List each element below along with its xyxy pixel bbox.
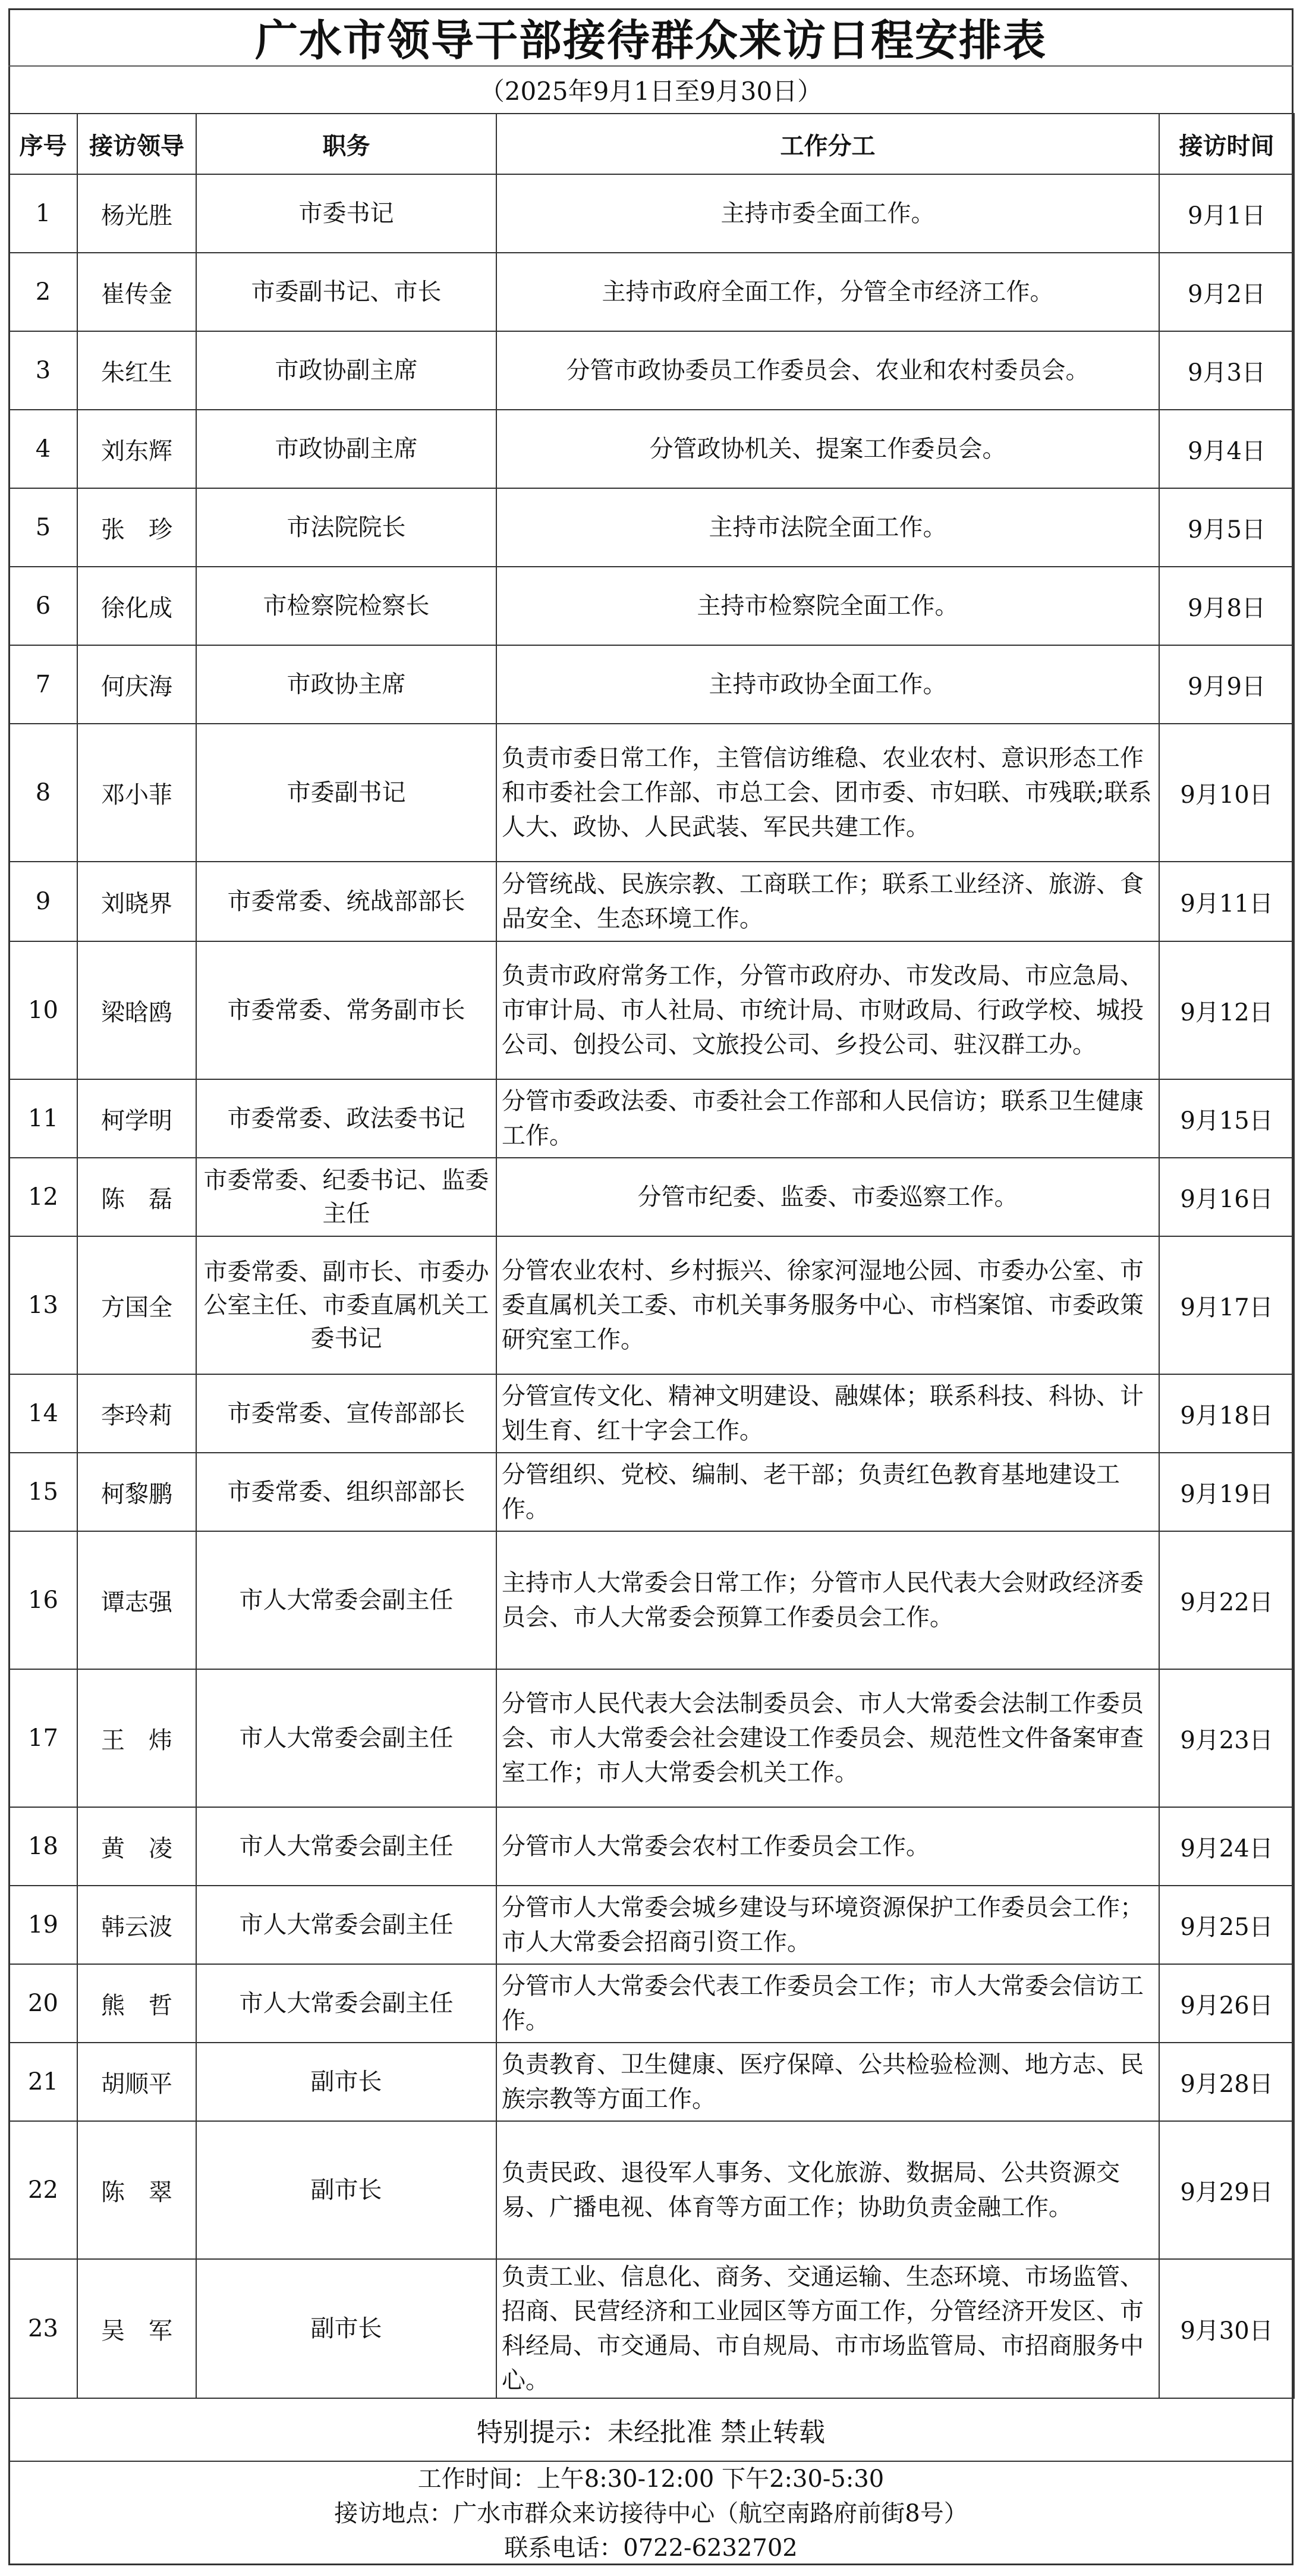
header-no: 序号 (9, 114, 77, 174)
cell-leader: 李玲莉 (77, 1374, 196, 1453)
cell-duty: 分管宣传文化、精神文明建设、融媒体；联系科技、科协、计划生育、红十字会工作。 (496, 1374, 1159, 1453)
cell-no: 22 (9, 2121, 77, 2259)
cell-position: 市委常委、政法委书记 (196, 1079, 496, 1158)
cell-duty: 主持市法院全面工作。 (496, 488, 1159, 567)
contact-phone: 联系电话：0722-6232702 (504, 2534, 798, 2562)
cell-position: 市委副书记 (196, 724, 496, 862)
cell-duty: 分管组织、党校、编制、老干部；负责红色教育基地建设工作。 (496, 1453, 1159, 1531)
table-row (9, 1807, 1294, 1886)
cell-leader: 柯学明 (77, 1079, 196, 1158)
cell-position: 市政协副主席 (196, 410, 496, 488)
special-notice: 特别提示：未经批准 禁止转载 (477, 2417, 825, 2448)
table-row (9, 1453, 1294, 1531)
table-row (9, 941, 1294, 1079)
table-row (9, 862, 1294, 941)
page-subtitle: （2025年9月1日至9月30日） (8, 65, 1293, 113)
cell-duty: 分管政协机关、提案工作委员会。 (496, 410, 1159, 488)
cell-position: 市委常委、纪委书记、监委主任 (196, 1158, 496, 1236)
cell-leader: 柯黎鹏 (77, 1453, 196, 1531)
cell-position: 市检察院检察长 (196, 567, 496, 645)
cell-leader: 张 珍 (77, 488, 196, 567)
cell-leader: 梁晗鸥 (77, 941, 196, 1079)
cell-duty: 负责市委日常工作，主管信访维稳、农业农村、意识形态工作和市委社会工作部、市总工会、团市委、市妇联、市残联;联系人大、政协、人民武装、军民共建工作。 (496, 724, 1159, 862)
cell-position: 市委常委、统战部部长 (196, 862, 496, 941)
cell-no: 3 (9, 331, 77, 410)
cell-leader: 陈 翠 (77, 2121, 196, 2259)
cell-leader: 徐化成 (77, 567, 196, 645)
cell-leader: 杨光胜 (77, 174, 196, 253)
cell-no: 9 (9, 862, 77, 941)
cell-leader: 韩云波 (77, 1886, 196, 1964)
cell-leader: 刘晓界 (77, 862, 196, 941)
table-row (9, 331, 1294, 410)
cell-no: 2 (9, 253, 77, 331)
cell-no: 8 (9, 724, 77, 862)
cell-position: 市委常委、常务副市长 (196, 941, 496, 1079)
cell-leader: 崔传金 (77, 253, 196, 331)
cell-duty: 主持市政府全面工作，分管全市经济工作。 (496, 253, 1159, 331)
cell-no: 17 (9, 1669, 77, 1807)
cell-position: 市委常委、宣传部部长 (196, 1374, 496, 1453)
table-row (9, 1158, 1294, 1236)
cell-position: 市人大常委会副主任 (196, 1669, 496, 1807)
cell-duty: 分管市人民代表大会法制委员会、市人大常委会法制工作委员会、市人大常委会社会建设工作委员会、规范性文件备案审查室工作；市人大常委会机关工作。 (496, 1669, 1159, 1807)
cell-position: 副市长 (196, 2043, 496, 2121)
cell-duty: 分管农业农村、乡村振兴、徐家河湿地公园、市委办公室、市委直属机关工委、市机关事务服务中心、市档案馆、市委政策研究室工作。 (496, 1236, 1159, 1374)
table-row (9, 567, 1294, 645)
cell-no: 16 (9, 1531, 77, 1669)
cell-leader: 熊 哲 (77, 1964, 196, 2043)
table-row (9, 1886, 1294, 1964)
cell-duty: 分管市委政法委、市委社会工作部和人民信访；联系卫生健康工作。 (496, 1079, 1159, 1158)
cell-duty: 主持市政协全面工作。 (496, 645, 1159, 724)
cell-time: 9月3日 (1159, 331, 1294, 410)
cell-position: 市人大常委会副主任 (196, 1531, 496, 1669)
cell-duty: 主持市人大常委会日常工作；分管市人民代表大会财政经济委员会、市人大常委会预算工作委员会工作。 (496, 1531, 1159, 1669)
header-position: 职务 (196, 114, 496, 174)
cell-leader: 朱红生 (77, 331, 196, 410)
cell-no: 15 (9, 1453, 77, 1531)
cell-position: 市政协主席 (196, 645, 496, 724)
cell-time: 9月28日 (1159, 2043, 1294, 2121)
cell-time: 9月17日 (1159, 1236, 1294, 1374)
header-time: 接访时间 (1159, 114, 1294, 174)
cell-duty: 负责民政、退役军人事务、文化旅游、数据局、公共资源交易、广播电视、体育等方面工作；协助负责金融工作。 (496, 2121, 1159, 2259)
table-row (9, 645, 1294, 724)
cell-duty: 分管市人大常委会城乡建设与环境资源保护工作委员会工作；市人大常委会招商引资工作。 (496, 1886, 1159, 1964)
cell-time: 9月1日 (1159, 174, 1294, 253)
cell-time: 9月23日 (1159, 1669, 1294, 1807)
cell-time: 9月9日 (1159, 645, 1294, 724)
cell-time: 9月8日 (1159, 567, 1294, 645)
cell-duty: 分管市人大常委会代表工作委员会工作；市人大常委会信访工作。 (496, 1964, 1159, 2043)
cell-time: 9月4日 (1159, 410, 1294, 488)
cell-duty: 分管统战、民族宗教、工商联工作；联系工业经济、旅游、食品安全、生态环境工作。 (496, 862, 1159, 941)
table-row (9, 2121, 1294, 2259)
cell-no: 20 (9, 1964, 77, 2043)
footer-info (8, 2461, 1293, 2565)
cell-leader: 刘东辉 (77, 410, 196, 488)
cell-leader: 方国全 (77, 1236, 196, 1374)
cell-leader: 陈 磊 (77, 1158, 196, 1236)
cell-leader: 黄 凌 (77, 1807, 196, 1886)
table-row (9, 1236, 1294, 1374)
cell-time: 9月24日 (1159, 1807, 1294, 1886)
cell-time: 9月19日 (1159, 1453, 1294, 1531)
cell-leader: 邓小菲 (77, 724, 196, 862)
cell-time: 9月29日 (1159, 2121, 1294, 2259)
table-row (9, 2043, 1294, 2121)
cell-no: 10 (9, 941, 77, 1079)
cell-no: 18 (9, 1807, 77, 1886)
cell-duty: 分管市政协委员工作委员会、农业和农村委员会。 (496, 331, 1159, 410)
table-row (9, 1374, 1294, 1453)
table-header-row (9, 114, 1294, 174)
table-row (9, 410, 1294, 488)
cell-duty: 主持市委全面工作。 (496, 174, 1159, 253)
cell-leader: 王 炜 (77, 1669, 196, 1807)
cell-duty: 分管市人大常委会农村工作委员会工作。 (496, 1807, 1159, 1886)
table-row (9, 253, 1294, 331)
table-row (9, 174, 1294, 253)
table-row (9, 2259, 1294, 2398)
cell-no: 21 (9, 2043, 77, 2121)
cell-no: 12 (9, 1158, 77, 1236)
cell-no: 5 (9, 488, 77, 567)
cell-time: 9月16日 (1159, 1158, 1294, 1236)
cell-no: 1 (9, 174, 77, 253)
table-row (9, 488, 1294, 567)
cell-no: 11 (9, 1079, 77, 1158)
cell-time: 9月26日 (1159, 1964, 1294, 2043)
cell-position: 市人大常委会副主任 (196, 1964, 496, 2043)
table-row (9, 1964, 1294, 2043)
header-duty: 工作分工 (496, 114, 1159, 174)
cell-position: 副市长 (196, 2259, 496, 2398)
cell-time: 9月5日 (1159, 488, 1294, 567)
cell-position: 市人大常委会副主任 (196, 1807, 496, 1886)
cell-duty: 分管市纪委、监委、市委巡察工作。 (496, 1158, 1159, 1236)
cell-time: 9月30日 (1159, 2259, 1294, 2398)
cell-time: 9月15日 (1159, 1079, 1294, 1158)
reception-address: 接访地点：广水市群众来访接待中心（航空南路府前街8号） (334, 2500, 968, 2527)
table-row (9, 724, 1294, 862)
cell-duty: 主持市检察院全面工作。 (496, 567, 1159, 645)
cell-time: 9月10日 (1159, 724, 1294, 862)
cell-duty: 负责市政府常务工作，分管市政府办、市发改局、市应急局、市审计局、市人社局、市统计局、市财政局、行政学校、城投公司、创投公司、文旅投公司、乡投公司、驻汉群工办。 (496, 941, 1159, 1079)
table-row (9, 1531, 1294, 1669)
cell-leader: 胡顺平 (77, 2043, 196, 2121)
cell-position: 市委副书记、市长 (196, 253, 496, 331)
cell-leader: 何庆海 (77, 645, 196, 724)
table-row (9, 1669, 1294, 1807)
cell-leader: 吴 军 (77, 2259, 196, 2398)
cell-no: 4 (9, 410, 77, 488)
page-title: 广水市领导干部接待群众来访日程安排表 (254, 15, 1047, 65)
header-leader: 接访领导 (77, 114, 196, 174)
cell-position: 市委常委、副市长、市委办公室主任、市委直属机关工委书记 (196, 1236, 496, 1374)
schedule-table (8, 113, 1295, 2399)
table-row (9, 1079, 1294, 1158)
cell-position: 市人大常委会副主任 (196, 1886, 496, 1964)
cell-duty: 负责教育、卫生健康、医疗保障、公共检验检测、地方志、民族宗教等方面工作。 (496, 2043, 1159, 2121)
cell-no: 6 (9, 567, 77, 645)
cell-time: 9月2日 (1159, 253, 1294, 331)
cell-position: 副市长 (196, 2121, 496, 2259)
cell-time: 9月22日 (1159, 1531, 1294, 1669)
cell-no: 7 (9, 645, 77, 724)
cell-position: 市政协副主席 (196, 331, 496, 410)
cell-leader: 谭志强 (77, 1531, 196, 1669)
cell-duty: 负责工业、信息化、商务、交通运输、生态环境、市场监管、招商、民营经济和工业园区等方面工作，分管经济开发区、市科经局、市交通局、市自规局、市市场监管局、市招商服务中心。 (496, 2259, 1159, 2398)
cell-position: 市委书记 (196, 174, 496, 253)
cell-no: 23 (9, 2259, 77, 2398)
cell-position: 市委常委、组织部部长 (196, 1453, 496, 1531)
cell-no: 19 (9, 1886, 77, 1964)
cell-time: 9月12日 (1159, 941, 1294, 1079)
cell-no: 14 (9, 1374, 77, 1453)
cell-time: 9月11日 (1159, 862, 1294, 941)
work-hours: 工作时间：上午8:30-12:00 下午2:30-5:30 (417, 2465, 885, 2493)
cell-no: 13 (9, 1236, 77, 1374)
cell-time: 9月25日 (1159, 1886, 1294, 1964)
cell-time: 9月18日 (1159, 1374, 1294, 1453)
cell-position: 市法院院长 (196, 488, 496, 567)
